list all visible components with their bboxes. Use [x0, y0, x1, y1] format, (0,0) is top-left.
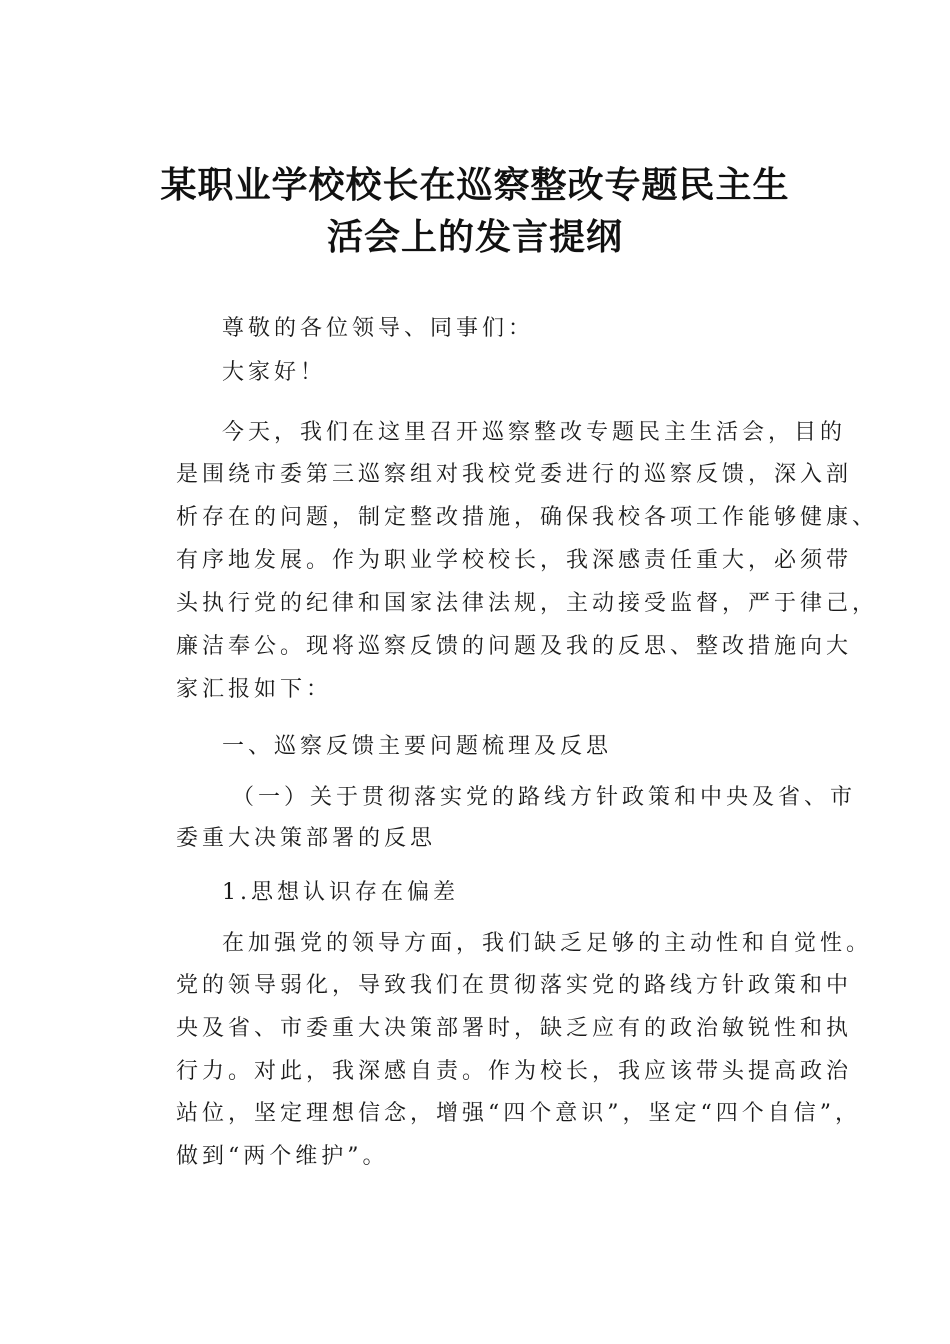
paragraph-2-line-2: 党的领导弱化，导致我们在贯彻落实党的路线方针政策和中	[176, 973, 853, 998]
item-heading-1: 1.思想认识存在偏差	[222, 880, 459, 905]
paragraph-1-line-4: 有序地发展。作为职业学校校长，我深感责任重大，必须带	[176, 548, 853, 573]
paragraph-2-line-3: 央及省、市委重大决策部署时，缺乏应有的政治敏锐性和执	[176, 1016, 853, 1041]
subsection-heading-1-line-1: （一）关于贯彻落实党的路线方针政策和中央及省、市	[232, 785, 857, 810]
paragraph-2-line-5: 站位，坚定理想信念，增强“四个意识”，坚定“四个自信”，	[176, 1101, 861, 1126]
paragraph-1-line-3: 析存在的问题，制定整改措施，确保我校各项工作能够健康、	[176, 505, 879, 530]
greeting: 大家好！	[222, 360, 327, 385]
document-title-line-2: 活会上的发言提纲	[326, 217, 623, 258]
paragraph-1-line-2: 是围绕市委第三巡察组对我校党委进行的巡察反馈，深入剖	[176, 462, 853, 487]
paragraph-1-line-5: 头执行党的纪律和国家法律法规，主动接受监督，严于律己，	[176, 591, 879, 616]
subsection-heading-1-line-2: 委重大决策部署的反思	[176, 826, 437, 851]
paragraph-2-line-6: 做到“两个维护”。	[176, 1144, 389, 1169]
paragraph-1-line-6: 廉洁奉公。现将巡察反馈的问题及我的反思、整改措施向大	[176, 634, 853, 659]
salutation: 尊敬的各位领导、同事们：	[222, 316, 535, 341]
document-title-line-1: 某职业学校校长在巡察整改专题民主生	[160, 165, 790, 206]
paragraph-1-line-1: 今天，我们在这里召开巡察整改专题民主生活会，目的	[222, 420, 847, 445]
paragraph-2-line-1: 在加强党的领导方面，我们缺乏足够的主动性和自觉性。	[222, 931, 873, 956]
section-heading-1: 一、巡察反馈主要问题梳理及反思	[222, 734, 613, 759]
paragraph-2-line-4: 行力。对此，我深感自责。作为校长，我应该带头提高政治	[176, 1059, 853, 1084]
paragraph-1-line-7: 家汇报如下：	[176, 677, 333, 702]
